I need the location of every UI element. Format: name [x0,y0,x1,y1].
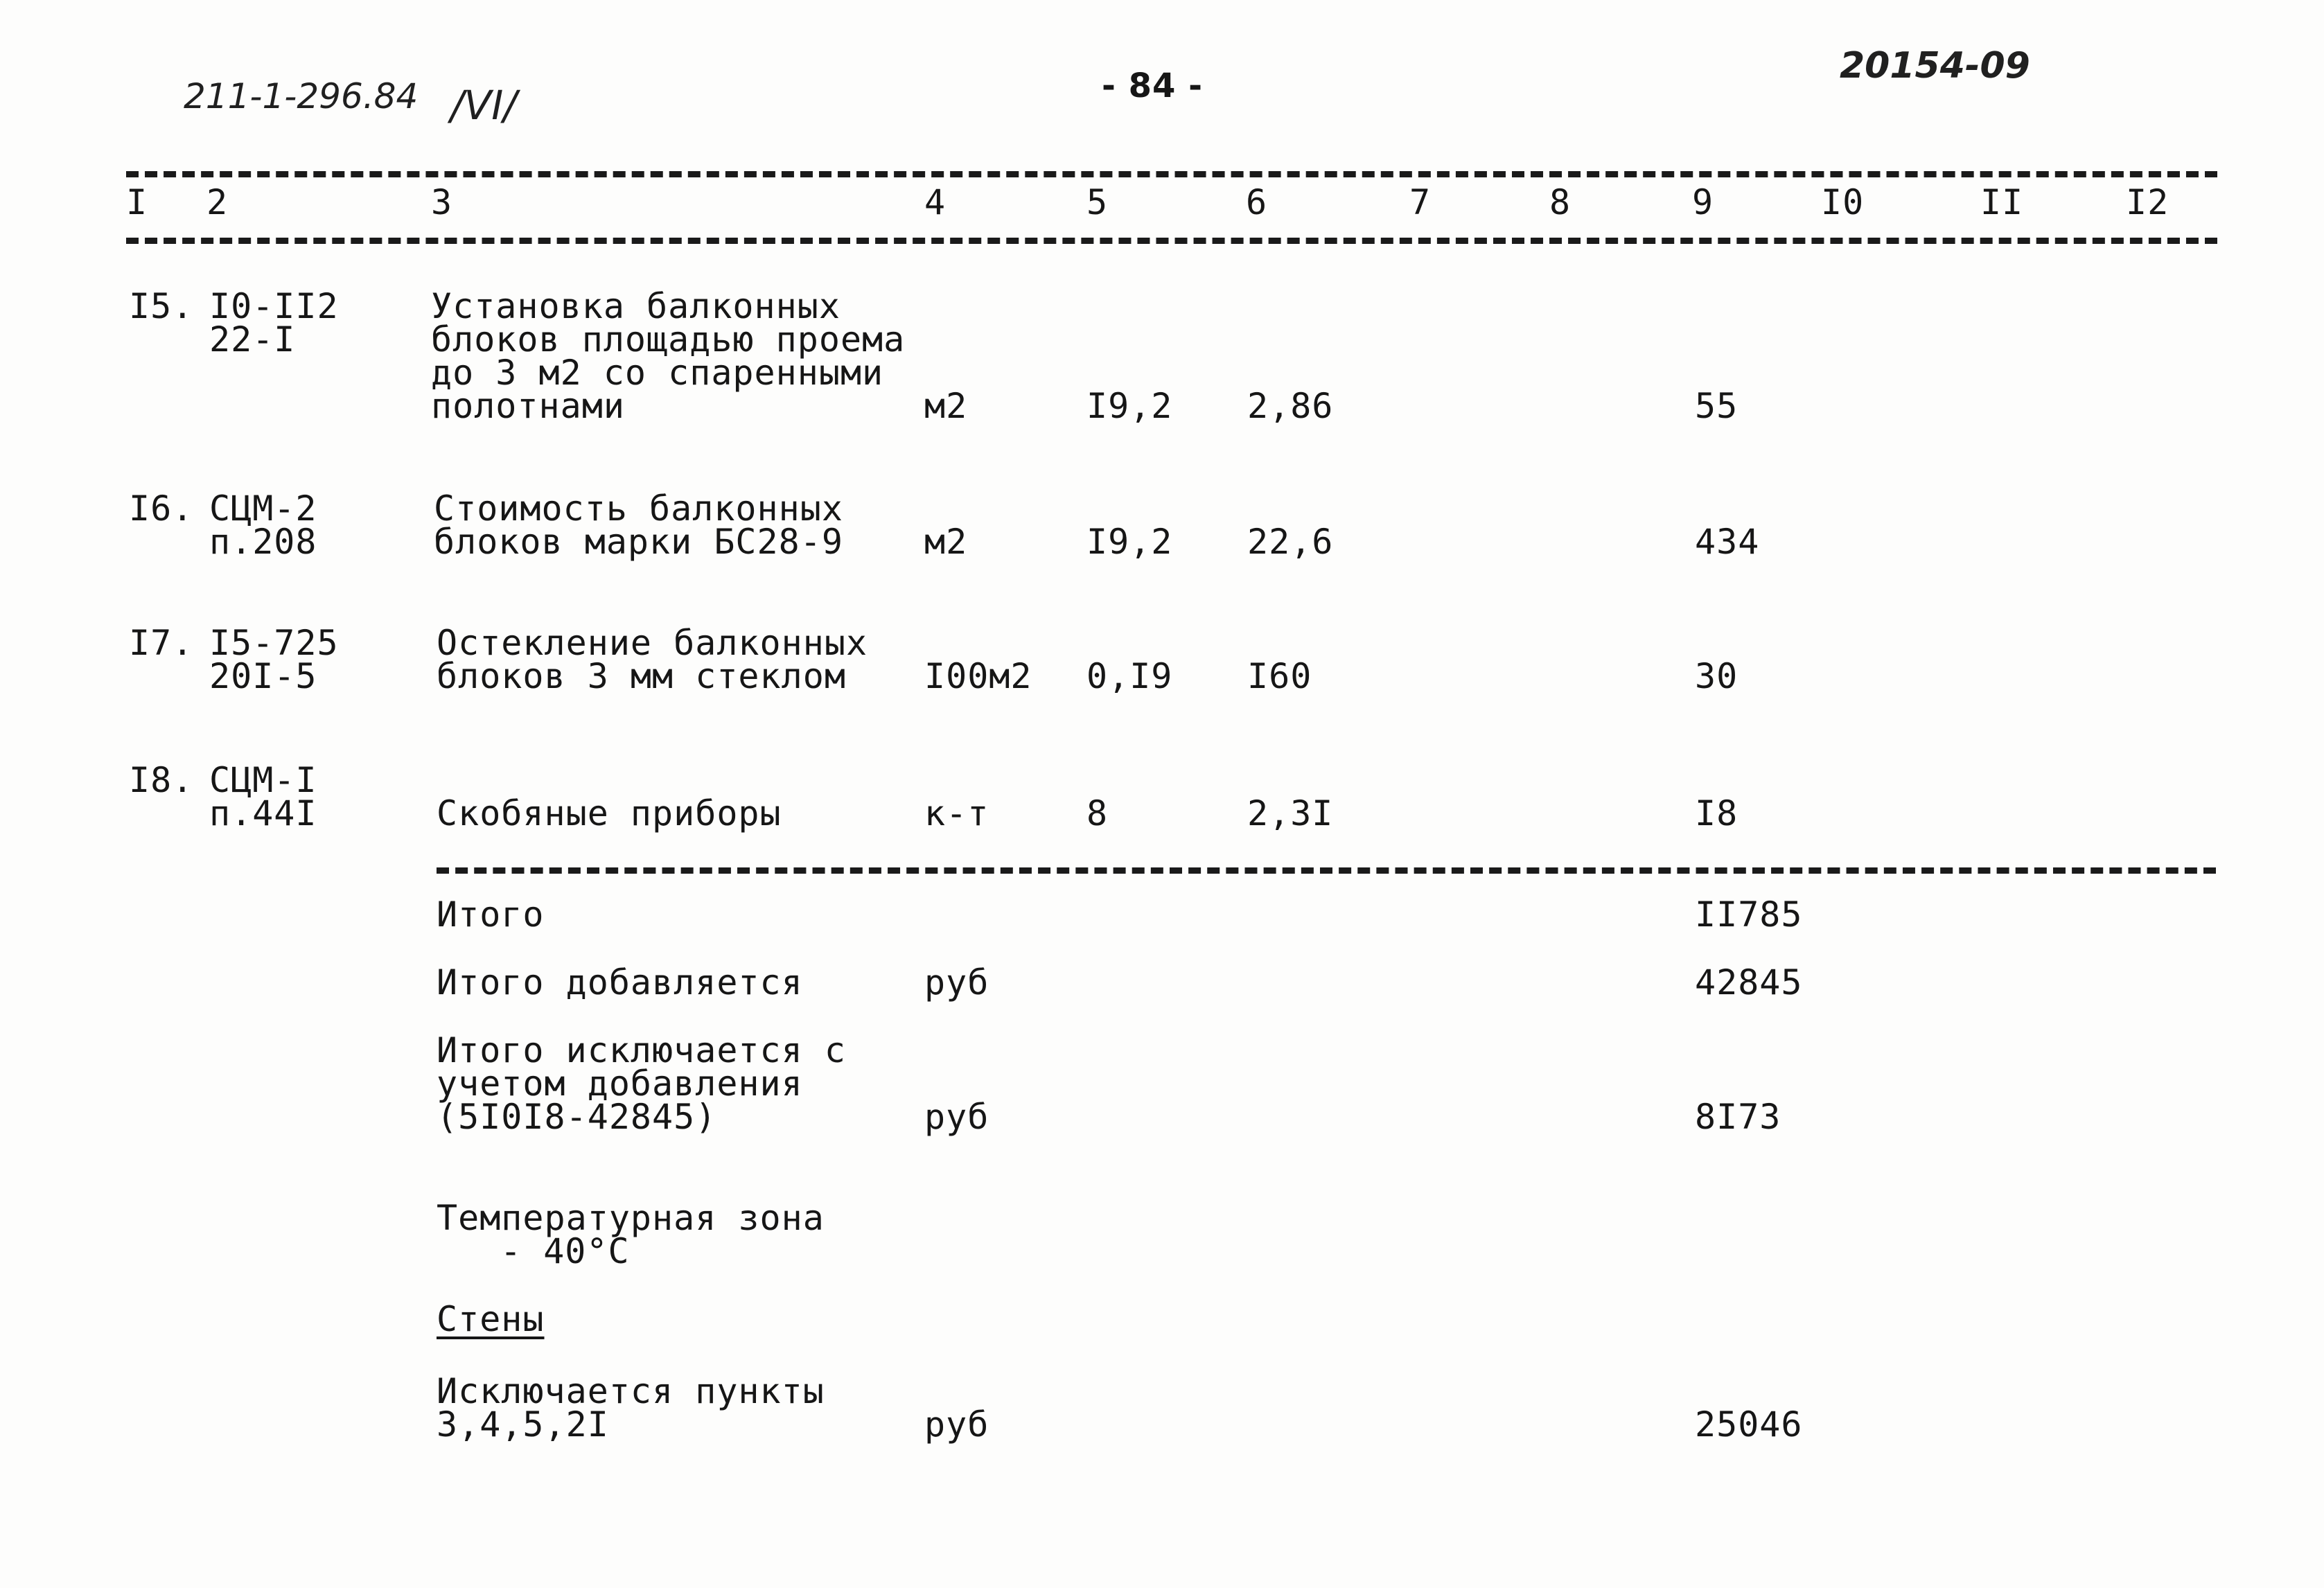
row-number: I7. [129,623,194,663]
row-quantity: 0,I9 [1086,656,1173,696]
section-total: 25046 [1695,1404,1803,1445]
row-code: СЦМ-I [209,760,317,800]
row-price: 22,6 [1247,522,1334,562]
inventory-number: 20154-09 [1840,45,2030,87]
temperature-zone-label: Температурная зона [437,1198,825,1238]
column-header: I [126,182,148,222]
row-description: до 3 м2 со спаренными [431,353,884,393]
summary-unit: руб [924,962,989,1003]
row-description: блоков марки БС28-9 [434,522,843,562]
row-code: 22-I [209,319,296,360]
temperature-zone-value: - 40°C [500,1231,630,1271]
summary-unit: руб [924,1097,989,1137]
row-code: I5-725 [209,623,339,663]
section-title-walls: Стены [437,1299,545,1339]
column-header: 7 [1409,182,1432,222]
row-description: Скобяные приборы [437,793,782,833]
row-code: I0-II2 [209,286,339,326]
row-price: 2,86 [1247,386,1334,426]
row-description: Остекление балконных [437,623,868,663]
column-header: I2 [2126,182,2169,222]
row-number: I6. [129,488,194,529]
row-total: I8 [1695,793,1738,833]
row-description: блоков 3 мм стеклом [437,656,846,696]
row-code: п.44I [209,793,317,833]
row-code: п.208 [209,522,317,562]
column-header: 5 [1086,182,1109,222]
column-header: I0 [1821,182,1865,222]
summary-label: учетом добавления [437,1064,803,1104]
column-header: II [1980,182,2024,222]
row-total: 434 [1695,522,1760,562]
totals-rule [437,867,2216,874]
row-description: Установка балконных [431,286,840,326]
row-unit: I00м2 [924,656,1032,696]
row-number: I5. [129,286,194,326]
column-header: 9 [1692,182,1714,222]
section-unit: руб [924,1404,989,1445]
summary-total: 42845 [1695,962,1803,1003]
row-description: блоков площадью проема [431,319,906,360]
row-unit: к-т [924,793,989,833]
column-header: 6 [1246,182,1268,222]
summary-label: Итого [437,894,545,935]
row-total: 55 [1695,386,1738,426]
row-code: 20I-5 [209,656,317,696]
row-quantity: I9,2 [1086,522,1173,562]
row-number: I8. [129,760,194,800]
header-rule-top [126,171,2217,177]
row-total: 30 [1695,656,1738,696]
column-header: 2 [206,182,229,222]
summary-total: II785 [1695,894,1803,935]
column-header: 3 [431,182,453,222]
summary-label: Итого исключается с [437,1030,846,1070]
summary-label: Итого добавляется [437,962,803,1003]
page-number: - 84 - [1102,67,1204,105]
section-label: 3,4,5,2I [437,1404,609,1445]
row-description: полотнами [431,386,625,426]
row-quantity: I9,2 [1086,386,1173,426]
row-price: I60 [1247,656,1312,696]
header-rule-bottom [126,238,2217,244]
doc-code: 211-1-296.84 [184,76,419,116]
summary-label: (5I0I8-42845) [437,1097,717,1137]
row-quantity: 8 [1086,793,1109,833]
volume-mark: /VI/ [450,82,517,129]
row-price: 2,3I [1247,793,1334,833]
row-unit: м2 [924,522,968,562]
column-header: 8 [1549,182,1572,222]
row-description: Стоимость балконных [434,488,843,529]
row-code: СЦМ-2 [209,488,317,529]
summary-total: 8I73 [1695,1097,1781,1137]
row-unit: м2 [924,386,968,426]
column-header: 4 [924,182,947,222]
section-label: Исключается пункты [437,1371,825,1411]
